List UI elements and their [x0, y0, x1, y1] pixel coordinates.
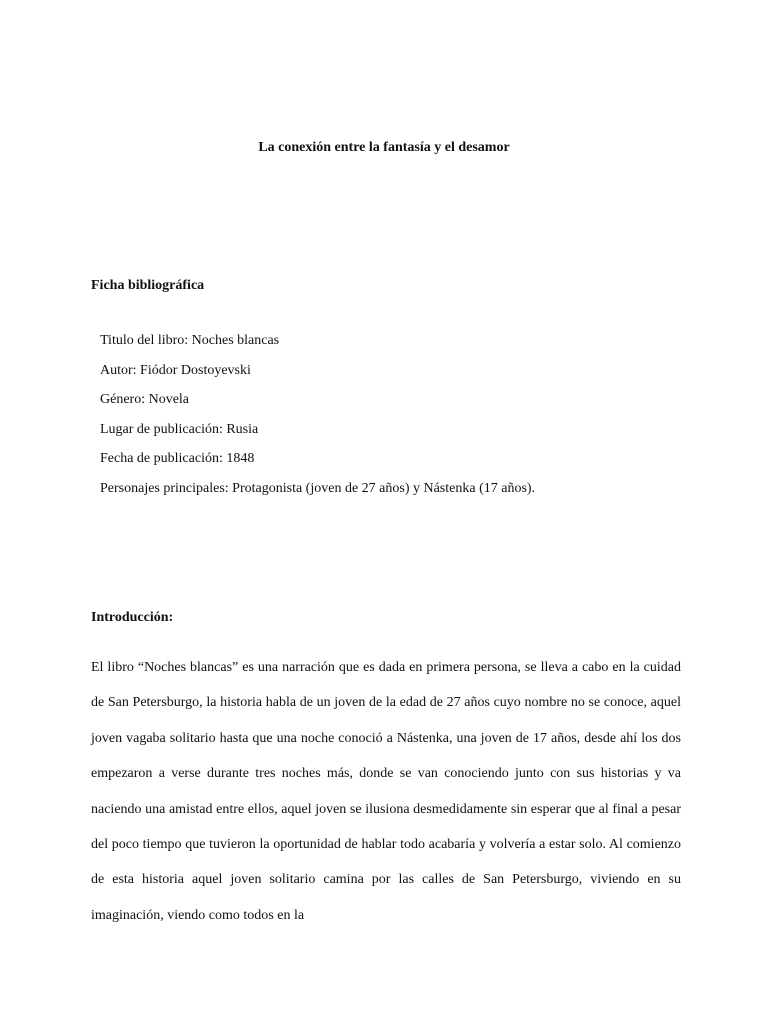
ficha-item-titulo: Titulo del libro: Noches blancas — [100, 333, 280, 348]
ficha-item-lugar: Lugar de publicación: Rusia — [100, 421, 259, 437]
intro-paragraph: El libro “Noches blancas” es una narración que es dada en primera persona, se lleva a cabo en la cuidad de San Petersburgo, la historia habla de un joven de la edad de 27 años cuyo nombre no se conoce, aquel joven vagaba solitario hasta que una noche conoció a Nástenka, una joven de 17 años, desde ahí los dos empezaron a verse durante tres noches más, donde se van conociendo junto con sus historias y va naciendo una amistad entre ellos, aquel joven se ilusiona desmedidamente sin esperar que al final a pesar del poco tiempo que tuvieron la oportunidad de hablar todo acabaría y volvería a estar solo. Al comienzo de esta historia aquel joven solitario camina por las calles de San Petersburgo, viviendo en su imaginación, viendo como todos en la — [91, 660, 681, 923]
ficha-item-autor: Autor: Fiódor Dostoyevski — [100, 362, 251, 378]
intro-heading: Introducción: — [91, 610, 174, 625]
ficha-item-genero: Género: Novela — [100, 392, 190, 408]
ficha-item-personajes: Personajes principales: Protagonista (joven de 27 años) y Nástenka (17 años). — [100, 480, 536, 496]
ficha-heading: Ficha bibliográfica — [91, 278, 205, 293]
ficha-item-fecha: Fecha de publicación: 1848 — [100, 451, 255, 467]
document-title: La conexión entre la fantasía y el desamor — [258, 140, 510, 155]
ficha-list — [100, 326, 535, 504]
